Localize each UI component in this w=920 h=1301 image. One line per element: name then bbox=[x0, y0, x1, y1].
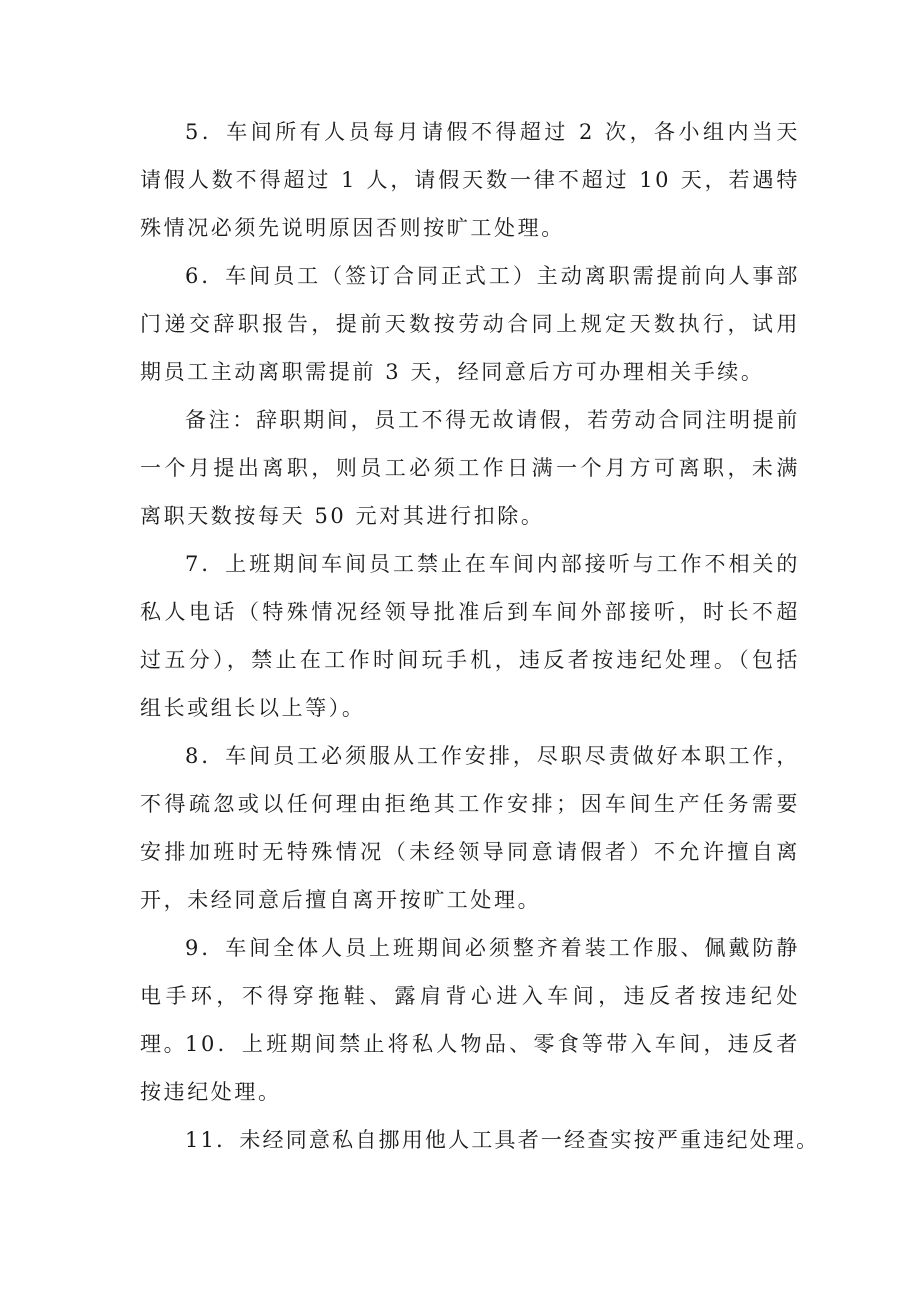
remark-paragraph: 备注：辞职期间，员工不得无故请假，若劳动合同注明提前一个月提出离职，则员工必须工作日满一个月方可离职，未满离职天数按每天 50 元对其进行扣除。 bbox=[140, 408, 800, 528]
rule-10-paragraph: 10．上班期间禁止将私人物品、零食等带入车间，违反者按违纪处理。 bbox=[140, 1032, 800, 1104]
rule-8-paragraph: 8．车间员工必须服从工作安排，尽职尽责做好本职工作，不得疏忽或以任何理由拒绝其工作安排；因车间生产任务需要安排加班时无特殊情况（未经领导同意请假者）不允许擅自离开，未经同意后擅自离开按旷工处理。 bbox=[140, 744, 800, 912]
rule-6-paragraph: 6．车间员工（签订合同正式工）主动离职需提前向人事部门递交辞职报告，提前天数按劳动合同上规定天数执行，试用期员工主动离职需提前 3 天，经同意后方可办理相关手续。 bbox=[140, 264, 800, 384]
rule-5-paragraph: 5．车间所有人员每月请假不得超过 2 次，各小组内当天请假人数不得超过 1 人，请假天数一律不超过 10 天，若遇特殊情况必须先说明原因否则按旷工处理。 bbox=[140, 120, 800, 240]
rule-7-paragraph: 7．上班期间车间员工禁止在车间内部接听与工作不相关的私人电话（特殊情况经领导批准后到车间外部接听，时长不超过五分），禁止在工作时间玩手机，违反者按违纪处理。（包括组长或组长以上等）。 bbox=[140, 552, 800, 720]
rule-11-paragraph: 11．未经同意私自挪用他人工具者一经查实按严重违纪处理。 bbox=[185, 1128, 820, 1152]
rule-9-paragraph: 9．车间全体人员上班期间必须整齐着装工作服、佩戴防静电手环，不得穿拖鞋、露肩背心进入车间，违反者按违纪处理。 bbox=[140, 936, 800, 1056]
